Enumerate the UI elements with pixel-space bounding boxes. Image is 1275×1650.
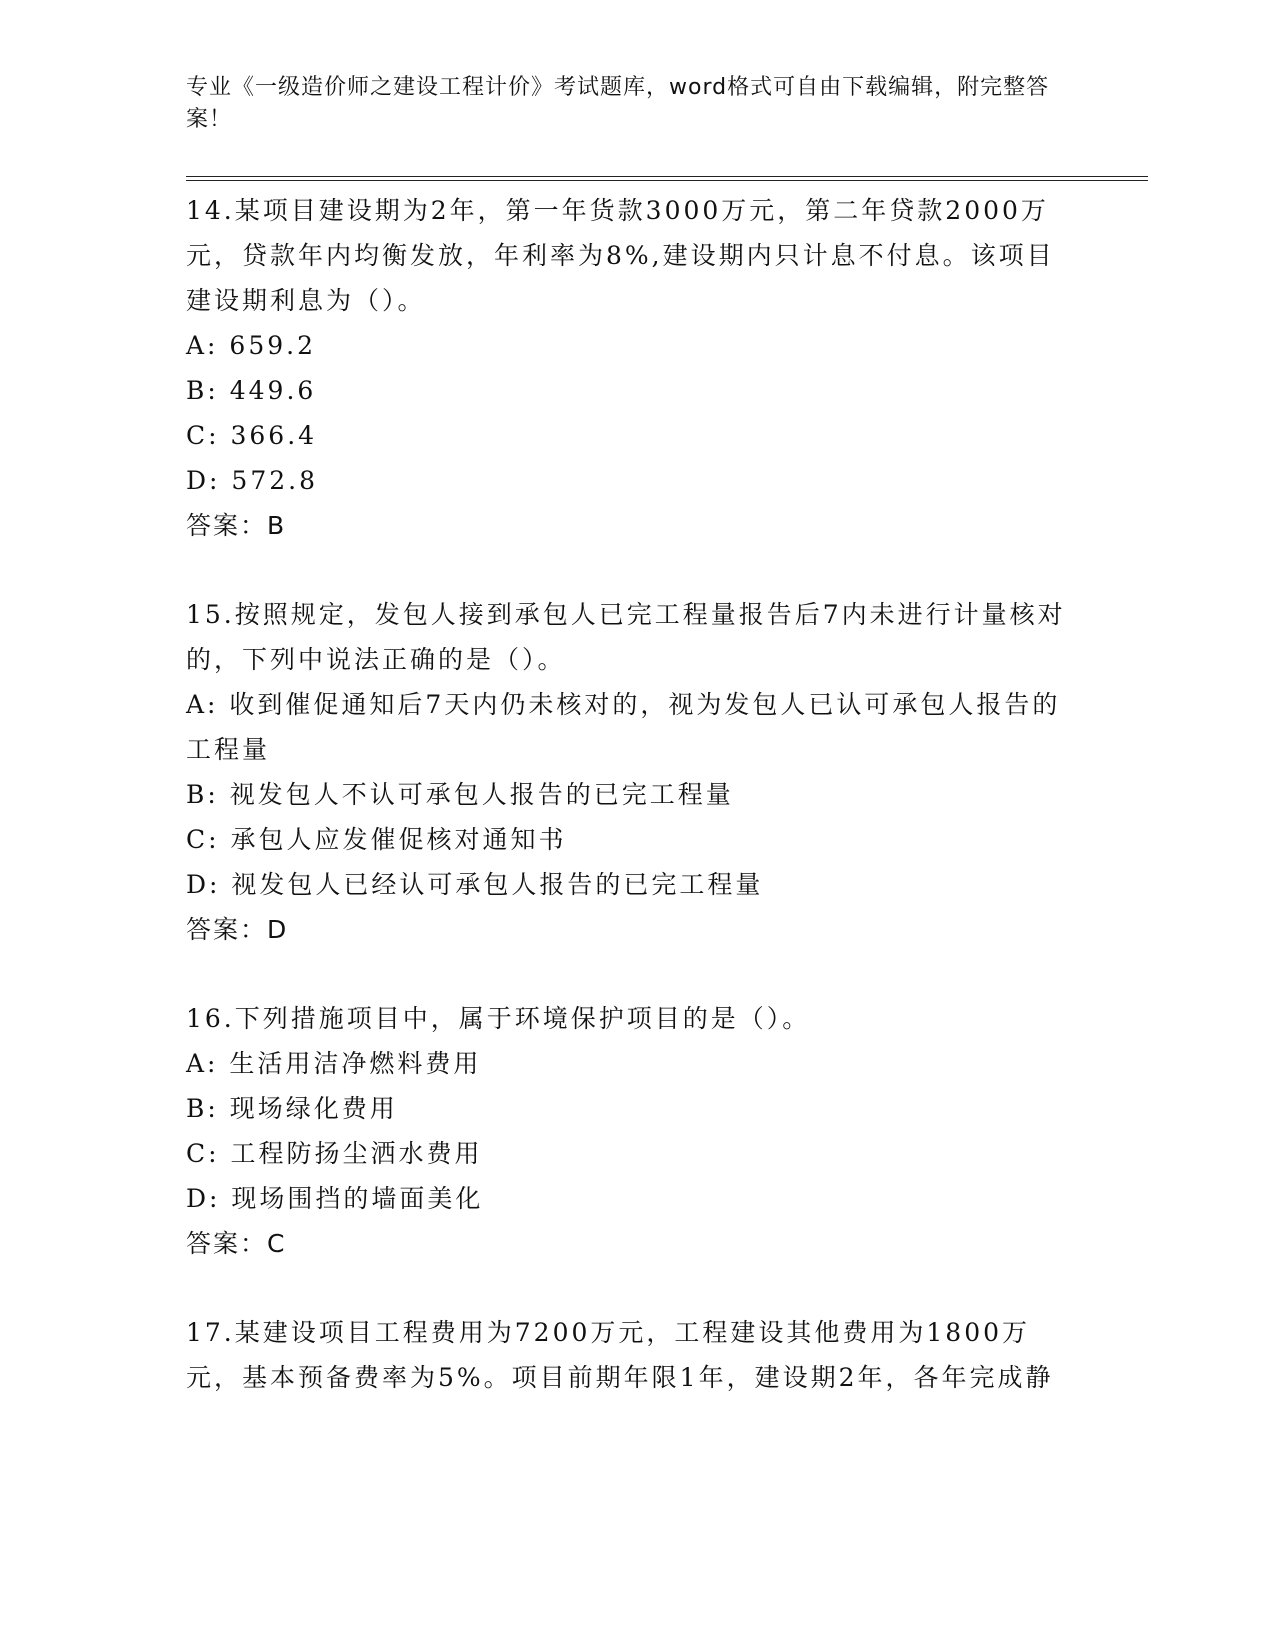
answer-label: 答案：C [186, 1229, 287, 1258]
option-d: D: 现场围挡的墙面美化 [186, 1184, 484, 1213]
option-d: D: 572.8 [186, 466, 318, 495]
option-b: B: 现场绿化费用 [186, 1094, 398, 1123]
option-d: D: 视发包人已经认可承包人报告的已完工程量 [186, 870, 764, 899]
header-divider [186, 176, 1148, 181]
option-c: C: 366.4 [186, 421, 318, 450]
option-a: A: 659.2 [186, 331, 316, 360]
option-c: C: 承包人应发催促核对通知书 [186, 825, 567, 854]
question-15 [186, 592, 1076, 952]
question-14 [186, 188, 1076, 548]
option-c: C: 工程防扬尘洒水费用 [186, 1139, 483, 1168]
question-list [186, 188, 1076, 1444]
question-text: 16.下列措施项目中，属于环境保护项目的是（）。 [186, 1004, 811, 1033]
question-text: 14.某项目建设期为2年，第一年货款3000万元，第二年贷款2000万元，贷款年内均衡发放，年利率为8%,建设期内只计息不付息。该项目建设期利息为（）。 [186, 196, 1055, 315]
option-b: B: 视发包人不认可承包人报告的已完工程量 [186, 780, 734, 809]
answer-label: 答案：B [186, 511, 287, 540]
question-text: 15.按照规定，发包人接到承包人已完工程量报告后7内未进行计量核对的，下列中说法正确的是（）。 [186, 600, 1066, 674]
option-b: B: 449.6 [186, 376, 317, 405]
page-header: 专业《一级造价师之建设工程计价》考试题库，word格式可自由下载编辑，附完整答案！ [186, 75, 1050, 132]
question-17 [186, 1310, 1076, 1400]
option-a: A: 生活用洁净燃料费用 [186, 1049, 482, 1078]
option-a: A: 收到催促通知后7天内仍未核对的，视为发包人已认可承包人报告的工程量 [186, 690, 1061, 764]
answer-label: 答案：D [186, 915, 289, 944]
question-16 [186, 996, 1076, 1266]
question-text: 17.某建设项目工程费用为7200万元，工程建设其他费用为1800万元，基本预备费率为5%。项目前期年限1年，建设期2年，各年完成静 [186, 1318, 1054, 1392]
